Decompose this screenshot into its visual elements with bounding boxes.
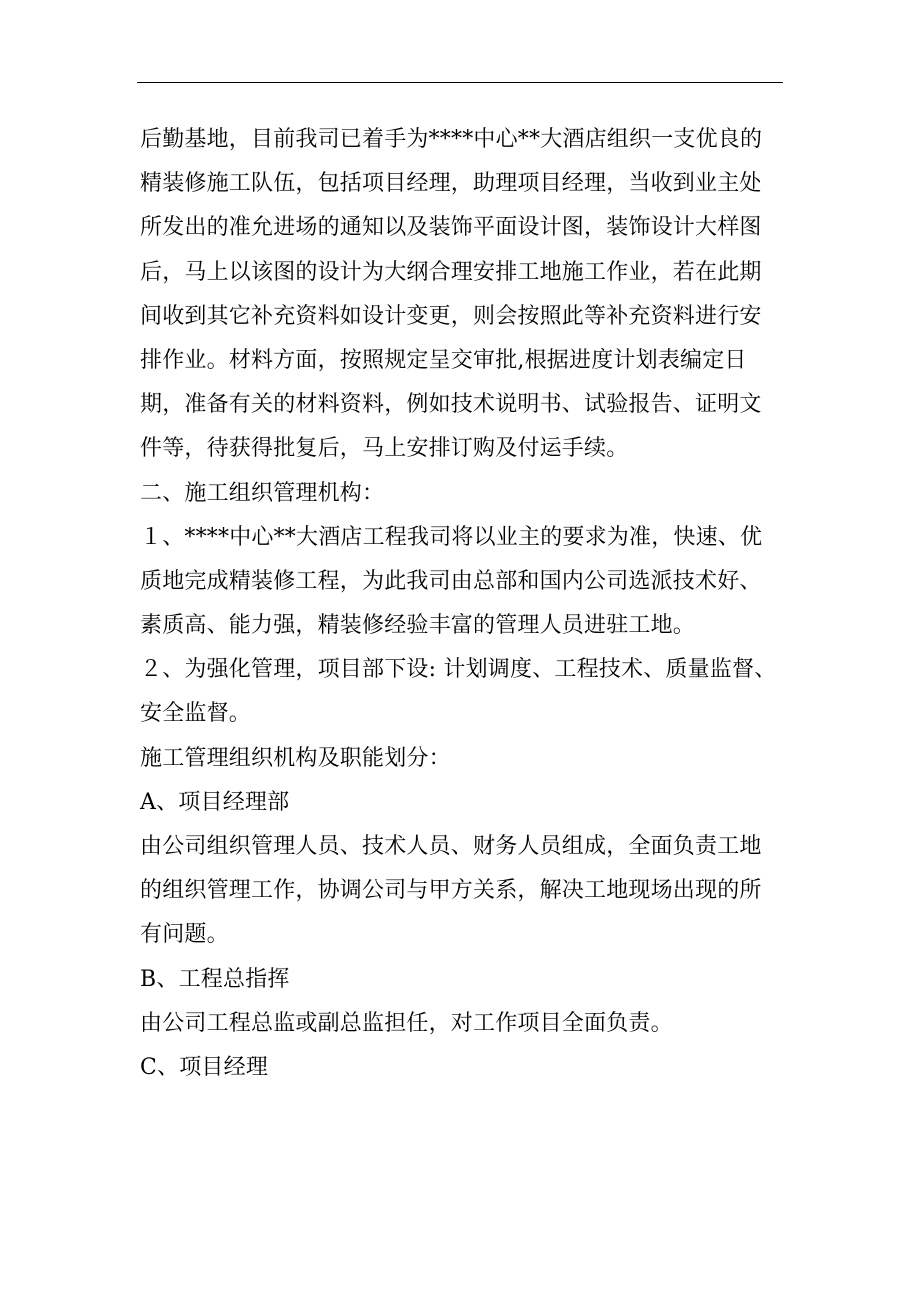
text-line: 后，马上以该图的设计为大纲合理安排工地施工作业，若在此期	[140, 259, 762, 285]
text-line: 件等，待获得批复后，马上安排订购及付运手续。	[140, 436, 629, 462]
text-line: 的组织管理工作，协调公司与甲方关系，解决工地现场出现的所	[140, 878, 762, 904]
text-line: 质地完成精装修工程，为此我司由总部和国内公司选派技术好、	[140, 568, 762, 594]
text-line: 间收到其它补充资料如设计变更，则会按照此等补充资料进行安	[140, 303, 762, 329]
section-heading: 二、施工组织管理机构：	[140, 480, 385, 506]
text-line: 由公司组织管理人员、技术人员、财务人员组成，全面负责工地	[140, 834, 762, 859]
item-heading: C、项目经理	[140, 1054, 269, 1080]
header-rule	[137, 82, 783, 83]
text-line: 后勤基地，目前我司已着手为****中心**大酒店组织一支优良的	[140, 127, 763, 152]
text-line: 由公司工程总监或副总监担任，对工作项目全面负责。	[140, 1010, 673, 1036]
text-line: 所发出的准允进场的通知以及装饰平面设计图，装饰设计大样图	[140, 215, 762, 241]
document-body	[140, 118, 790, 1090]
text-line: 精装修施工队伍，包括项目经理，助理项目经理，当收到业主处	[140, 171, 762, 197]
item-heading: B、工程总指挥	[140, 966, 290, 992]
text-line: 安全监督。	[140, 701, 252, 727]
text-line: 有问题。	[140, 922, 229, 948]
text-line: 素质高、能力强，精装修经验丰富的管理人员进驻工地。	[140, 613, 696, 639]
text-line: ２、为强化管理，项目部下设: 计划调度、工程技术、质量监督、	[140, 657, 777, 683]
text-line: 排作业。材料方面，按照规定呈交审批,根据进度计划表编定日	[140, 347, 747, 373]
subsection-heading: 施工管理组织机构及职能划分：	[140, 745, 451, 771]
text-line: １、****中心**大酒店工程我司将以业主的要求为准，快速、优	[140, 524, 763, 550]
text-line: 期，准备有关的材料资料，例如技术说明书、试验报告、证明文	[140, 392, 762, 418]
item-heading: A、项目经理部	[140, 789, 290, 815]
